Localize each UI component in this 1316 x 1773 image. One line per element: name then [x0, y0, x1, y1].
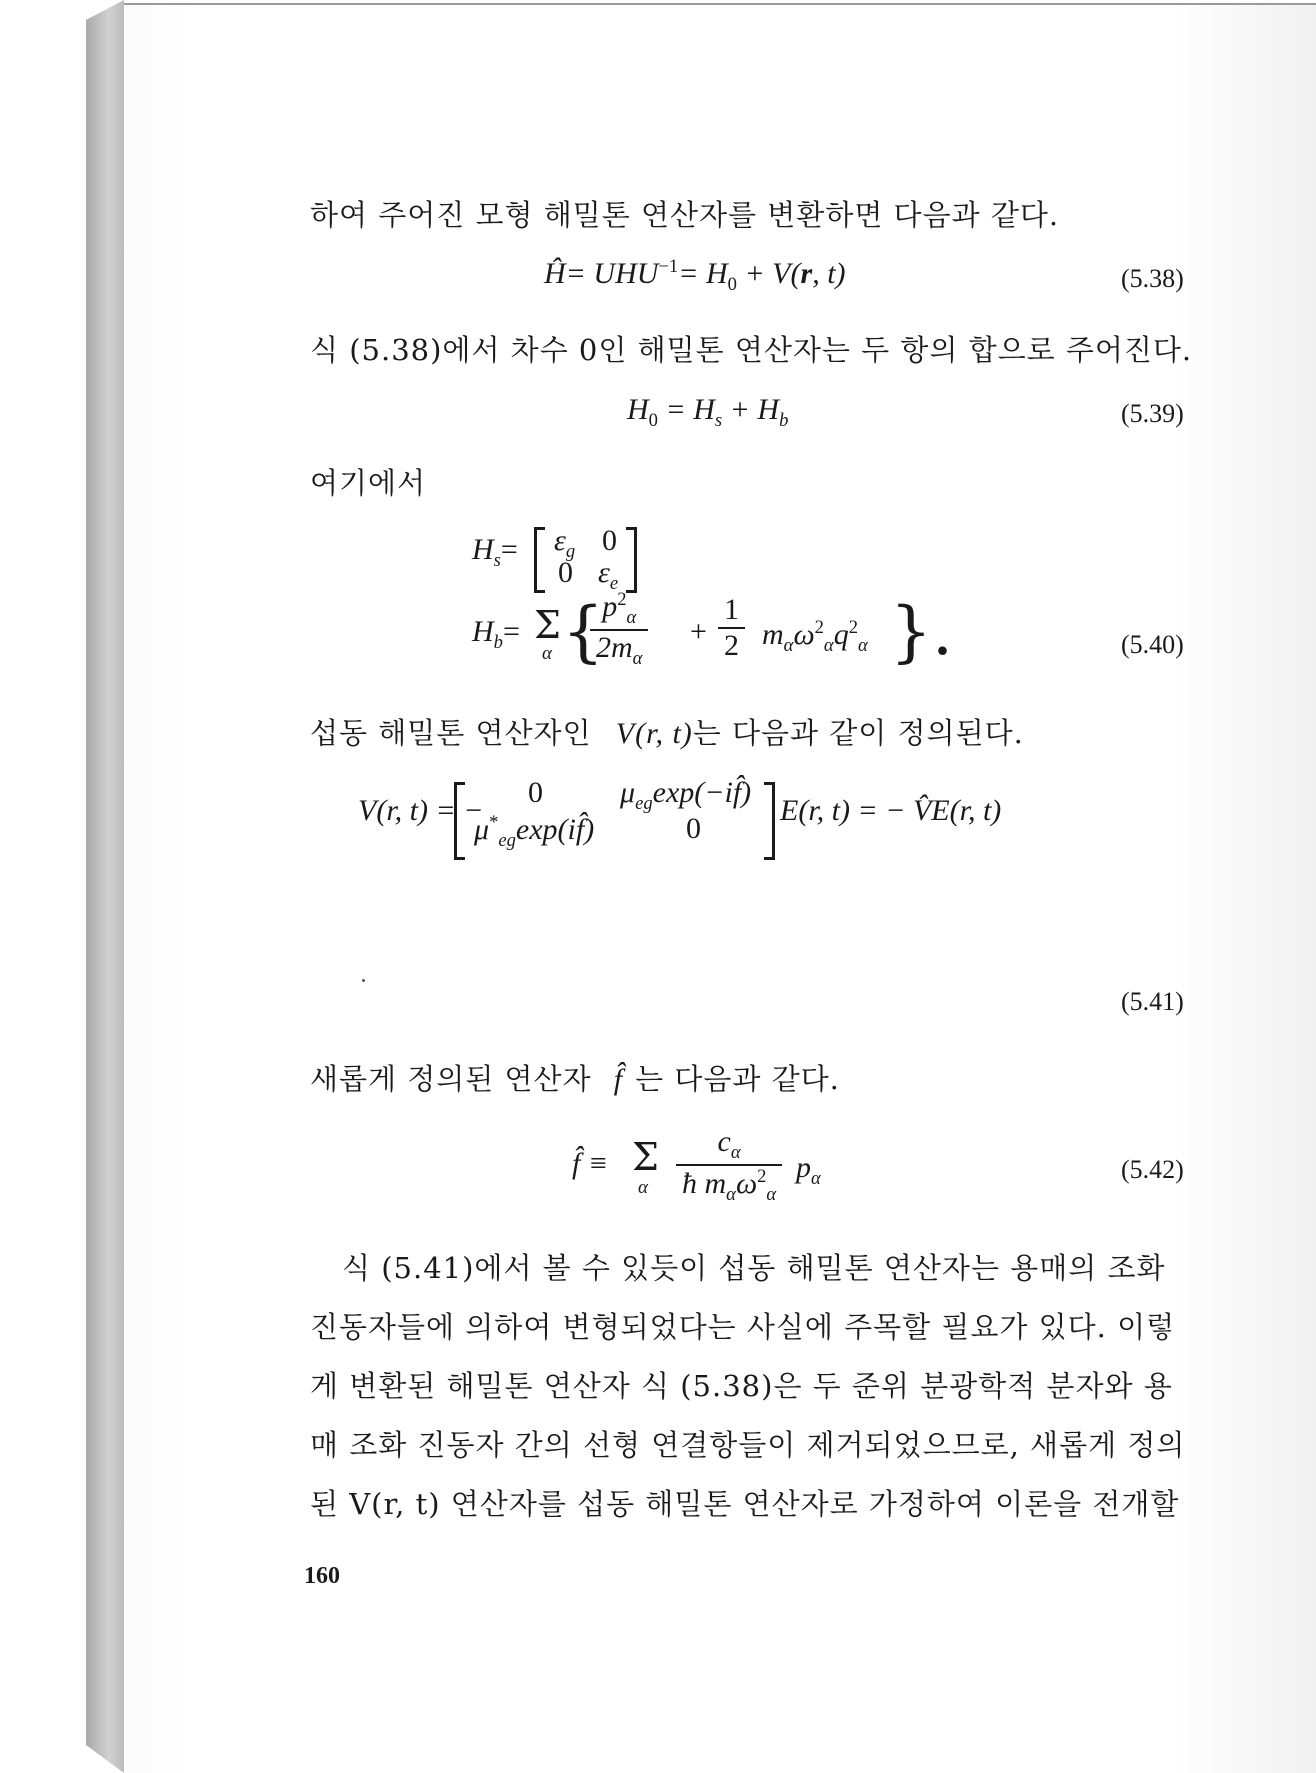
- equation-5-42-lhs: f̂ ≡: [572, 1147, 609, 1180]
- brace-right: }.: [890, 593, 953, 670]
- equation-number-5-42: (5.42): [1121, 1155, 1184, 1184]
- sum-symbol-5-42: Σ: [632, 1135, 659, 1179]
- equation-number-5-39: (5.39): [1121, 399, 1184, 428]
- paragraph-line-5: 된 V(r, t) 연산자를 섭동 해밀톤 연산자로 가정하여 이론을 전개할: [310, 1487, 1180, 1521]
- sum-symbol-5-40: Σ: [534, 603, 561, 647]
- equation-5-40-hb: $H_b=$: [472, 615, 520, 653]
- page-number: 160: [304, 1563, 340, 1589]
- fraction-p-over-2m: $\frac{p^2_\alpha}{2m_\alpha}$: [590, 589, 648, 670]
- fraction-c-over-hm: $\frac{c_\alpha}{ħ m_\alpha\omega^2_\alpha}$: [676, 1125, 782, 1206]
- text-line-5-38: 식 (5.38)에서 차수 0인 해밀톤 연산자는 두 항의 합으로 주어진다.: [310, 333, 1193, 367]
- equation-5-41-lhs: V(r, t) = −: [358, 794, 484, 827]
- matrix-5-41-left-bracket: [454, 782, 465, 860]
- brace-left: {: [562, 593, 604, 670]
- paragraph-line-4: 매 조화 진동자 간의 선형 연결항들이 제거되었으므로, 새롭게 정의: [310, 1428, 1186, 1462]
- book-spine: [86, 0, 124, 1773]
- term-m-omega-q: $m_\alpha\omega^2_\alpha q^2_\alpha$: [762, 617, 868, 656]
- equation-number-5-38: (5.38): [1121, 264, 1184, 293]
- matrix-entry-22: $\varepsilon_e$: [598, 556, 619, 594]
- matrix-entry-11: $\varepsilon_g$: [554, 524, 576, 562]
- equation-5-38: Ĥ= $UHU^{-1}= H_0 + V(r$, t): [544, 256, 846, 295]
- matrix-right-bracket: [626, 527, 637, 593]
- matrix-5-41-right-bracket: [764, 782, 775, 860]
- equation-number-5-40: (5.40): [1121, 630, 1184, 659]
- text-line-f-definition: 새롭게 정의된 연산자 f̂ 는 다음과 같다.: [310, 1062, 840, 1096]
- sum-index-5-42: α: [638, 1177, 648, 1198]
- text-line-intro: 하여 주어진 모형 해밀톤 연산자를 변환하면 다음과 같다.: [310, 198, 1060, 232]
- text-line-where: 여기에서: [310, 466, 427, 500]
- matrix-entry-21: 0: [558, 556, 573, 589]
- inline-math-v: V(r, t): [615, 717, 693, 750]
- momentum-p-5-42: $p_\alpha$: [796, 1151, 821, 1189]
- sum-index-5-40: α: [542, 643, 552, 664]
- matrix-5-41-entry-21: $\mu^*_{eg}\exp(if̂)$: [474, 812, 595, 851]
- matrix-5-41-entry-22: 0: [686, 812, 701, 845]
- inline-math-f: f̂: [613, 1063, 624, 1096]
- equation-5-39: $H_0 = H_s + H_b$: [627, 393, 789, 431]
- book-page: [124, 3, 1316, 1773]
- paragraph-line-3: 게 변환된 해밀톤 연산자 식 (5.38)은 두 준위 분광학적 분자와 용: [310, 1369, 1173, 1403]
- text-line-v-definition: 섭동 해밀톤 연산자인 V(r, t)는 다음과 같이 정의된다.: [310, 716, 1024, 750]
- matrix-5-41-entry-12: $\mu_{eg}\exp(-if̂)$: [620, 776, 752, 814]
- equation-5-40-hs: $H_s=$: [472, 533, 518, 571]
- ink-speck: [362, 979, 365, 982]
- matrix-5-41-entry-11: 0: [528, 776, 543, 809]
- matrix-left-bracket: [534, 527, 545, 593]
- paragraph-line-1: 식 (5.41)에서 볼 수 있듯이 섭동 해밀톤 연산자는 용매의 조화: [342, 1251, 1166, 1285]
- equation-5-41-rhs: E(r, t) = − V̂E(r, t): [780, 794, 1002, 827]
- matrix-entry-12: 0: [602, 524, 617, 557]
- fraction-one-half: $\frac{1}{2}$: [718, 593, 745, 663]
- equation-number-5-41: (5.41): [1121, 987, 1184, 1016]
- body-paragraph: [310, 1239, 1185, 1534]
- plus-sign-5-40: +: [690, 615, 707, 648]
- paragraph-line-2: 진동자들에 의하여 변형되었다는 사실에 주목할 필요가 있다. 이렇: [310, 1310, 1176, 1344]
